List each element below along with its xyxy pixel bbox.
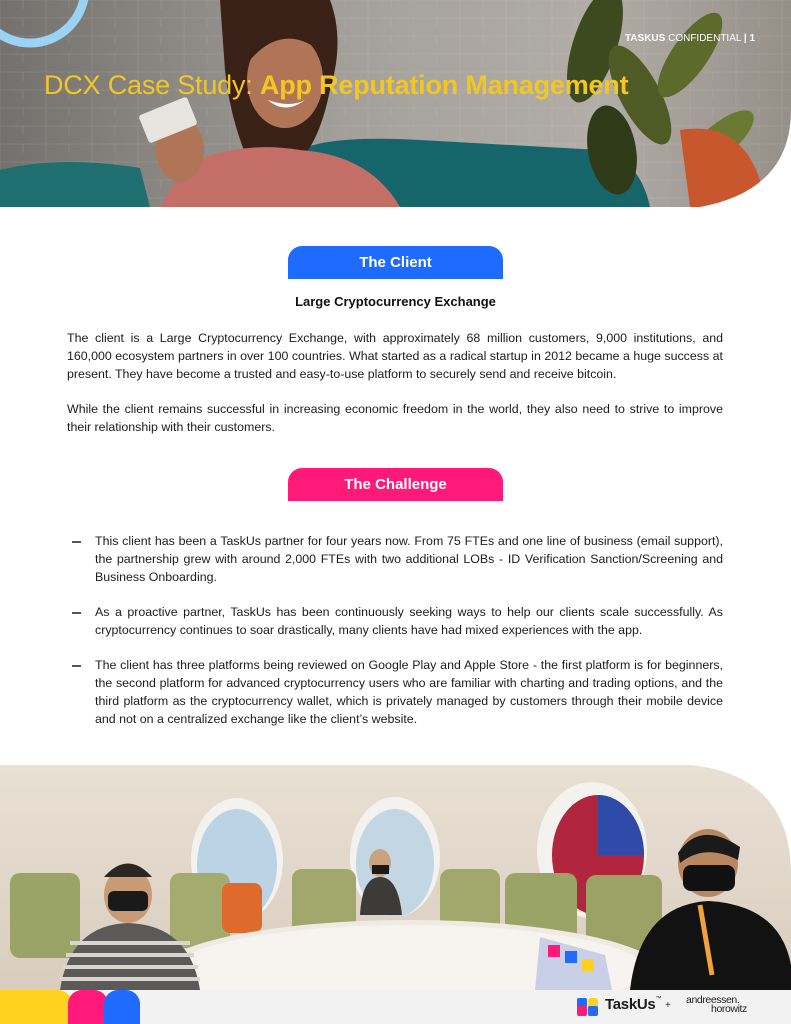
footer-decor-yellow	[0, 990, 72, 1024]
footer-decor-pink	[68, 990, 108, 1024]
page-title: DCX Case Study: App Reputation Management	[44, 70, 629, 100]
client-paragraph: While the client remains successful in increasing economic freedom in the world, they also need to strive to improve their relationship with their customers.	[67, 402, 723, 434]
list-item: As a proactive partner, TaskUs has been continuously seeking ways to help our clients scale successfully. As cryptocurrency continues to soar drastically, many clients have had mixed experiences with the app.	[70, 603, 723, 639]
list-item: This client has been a TaskUs partner for four years now. From 75 FTEs and one line of business (email support), the partnership grew with around 2,000 FTEs with two additional LOBs - ID Verification Sanction/Screening and Business Onboarding.	[70, 532, 723, 586]
partner-wordmark: andreessen. horowitz	[686, 994, 747, 1015]
hero-photo	[0, 0, 791, 207]
footer-decor-blue	[104, 990, 140, 1024]
challenge-list	[70, 532, 723, 745]
confidential-label: TASKUS CONFIDENTIAL | 1	[624, 33, 755, 44]
client-paragraph: The client is a Large Cryptocurrency Exchange, with approximately 68 million customers, 9,000 institutions, and 160,000 ecosystem partners in over 100 countries. What started as a radical startup in 2012 became a huge success at present. They have become a trusted and easy-to-use platform to securely send and receive bitcoin.	[67, 331, 723, 381]
client-section-label: The Client	[288, 246, 503, 279]
list-item: The client has three platforms being reviewed on Google Play and Apple Store - the first platform is for beginners, the second platform for advanced cryptocurrency users who are familiar with charting and trading options, and the third platform as the cryptocurrency wallet, which is privately managed by customers through their mobile device and not on a centralized exchange like the client’s website.	[70, 656, 723, 728]
brand-plus: +	[665, 1000, 671, 1011]
office-photo	[0, 765, 791, 990]
dash-bullet-icon	[72, 665, 81, 667]
taskus-logo-icon	[577, 998, 601, 1016]
page-number: 1	[749, 33, 755, 44]
client-subtitle: Large Cryptocurrency Exchange	[295, 294, 496, 309]
challenge-section-label: The Challenge	[288, 468, 503, 501]
dash-bullet-icon	[72, 612, 81, 614]
taskus-wordmark: TaskUs™	[605, 996, 662, 1013]
office-photo-illustration	[0, 765, 791, 990]
page-footer	[0, 990, 791, 1024]
dash-bullet-icon	[72, 541, 81, 543]
hero-banner	[0, 0, 791, 207]
